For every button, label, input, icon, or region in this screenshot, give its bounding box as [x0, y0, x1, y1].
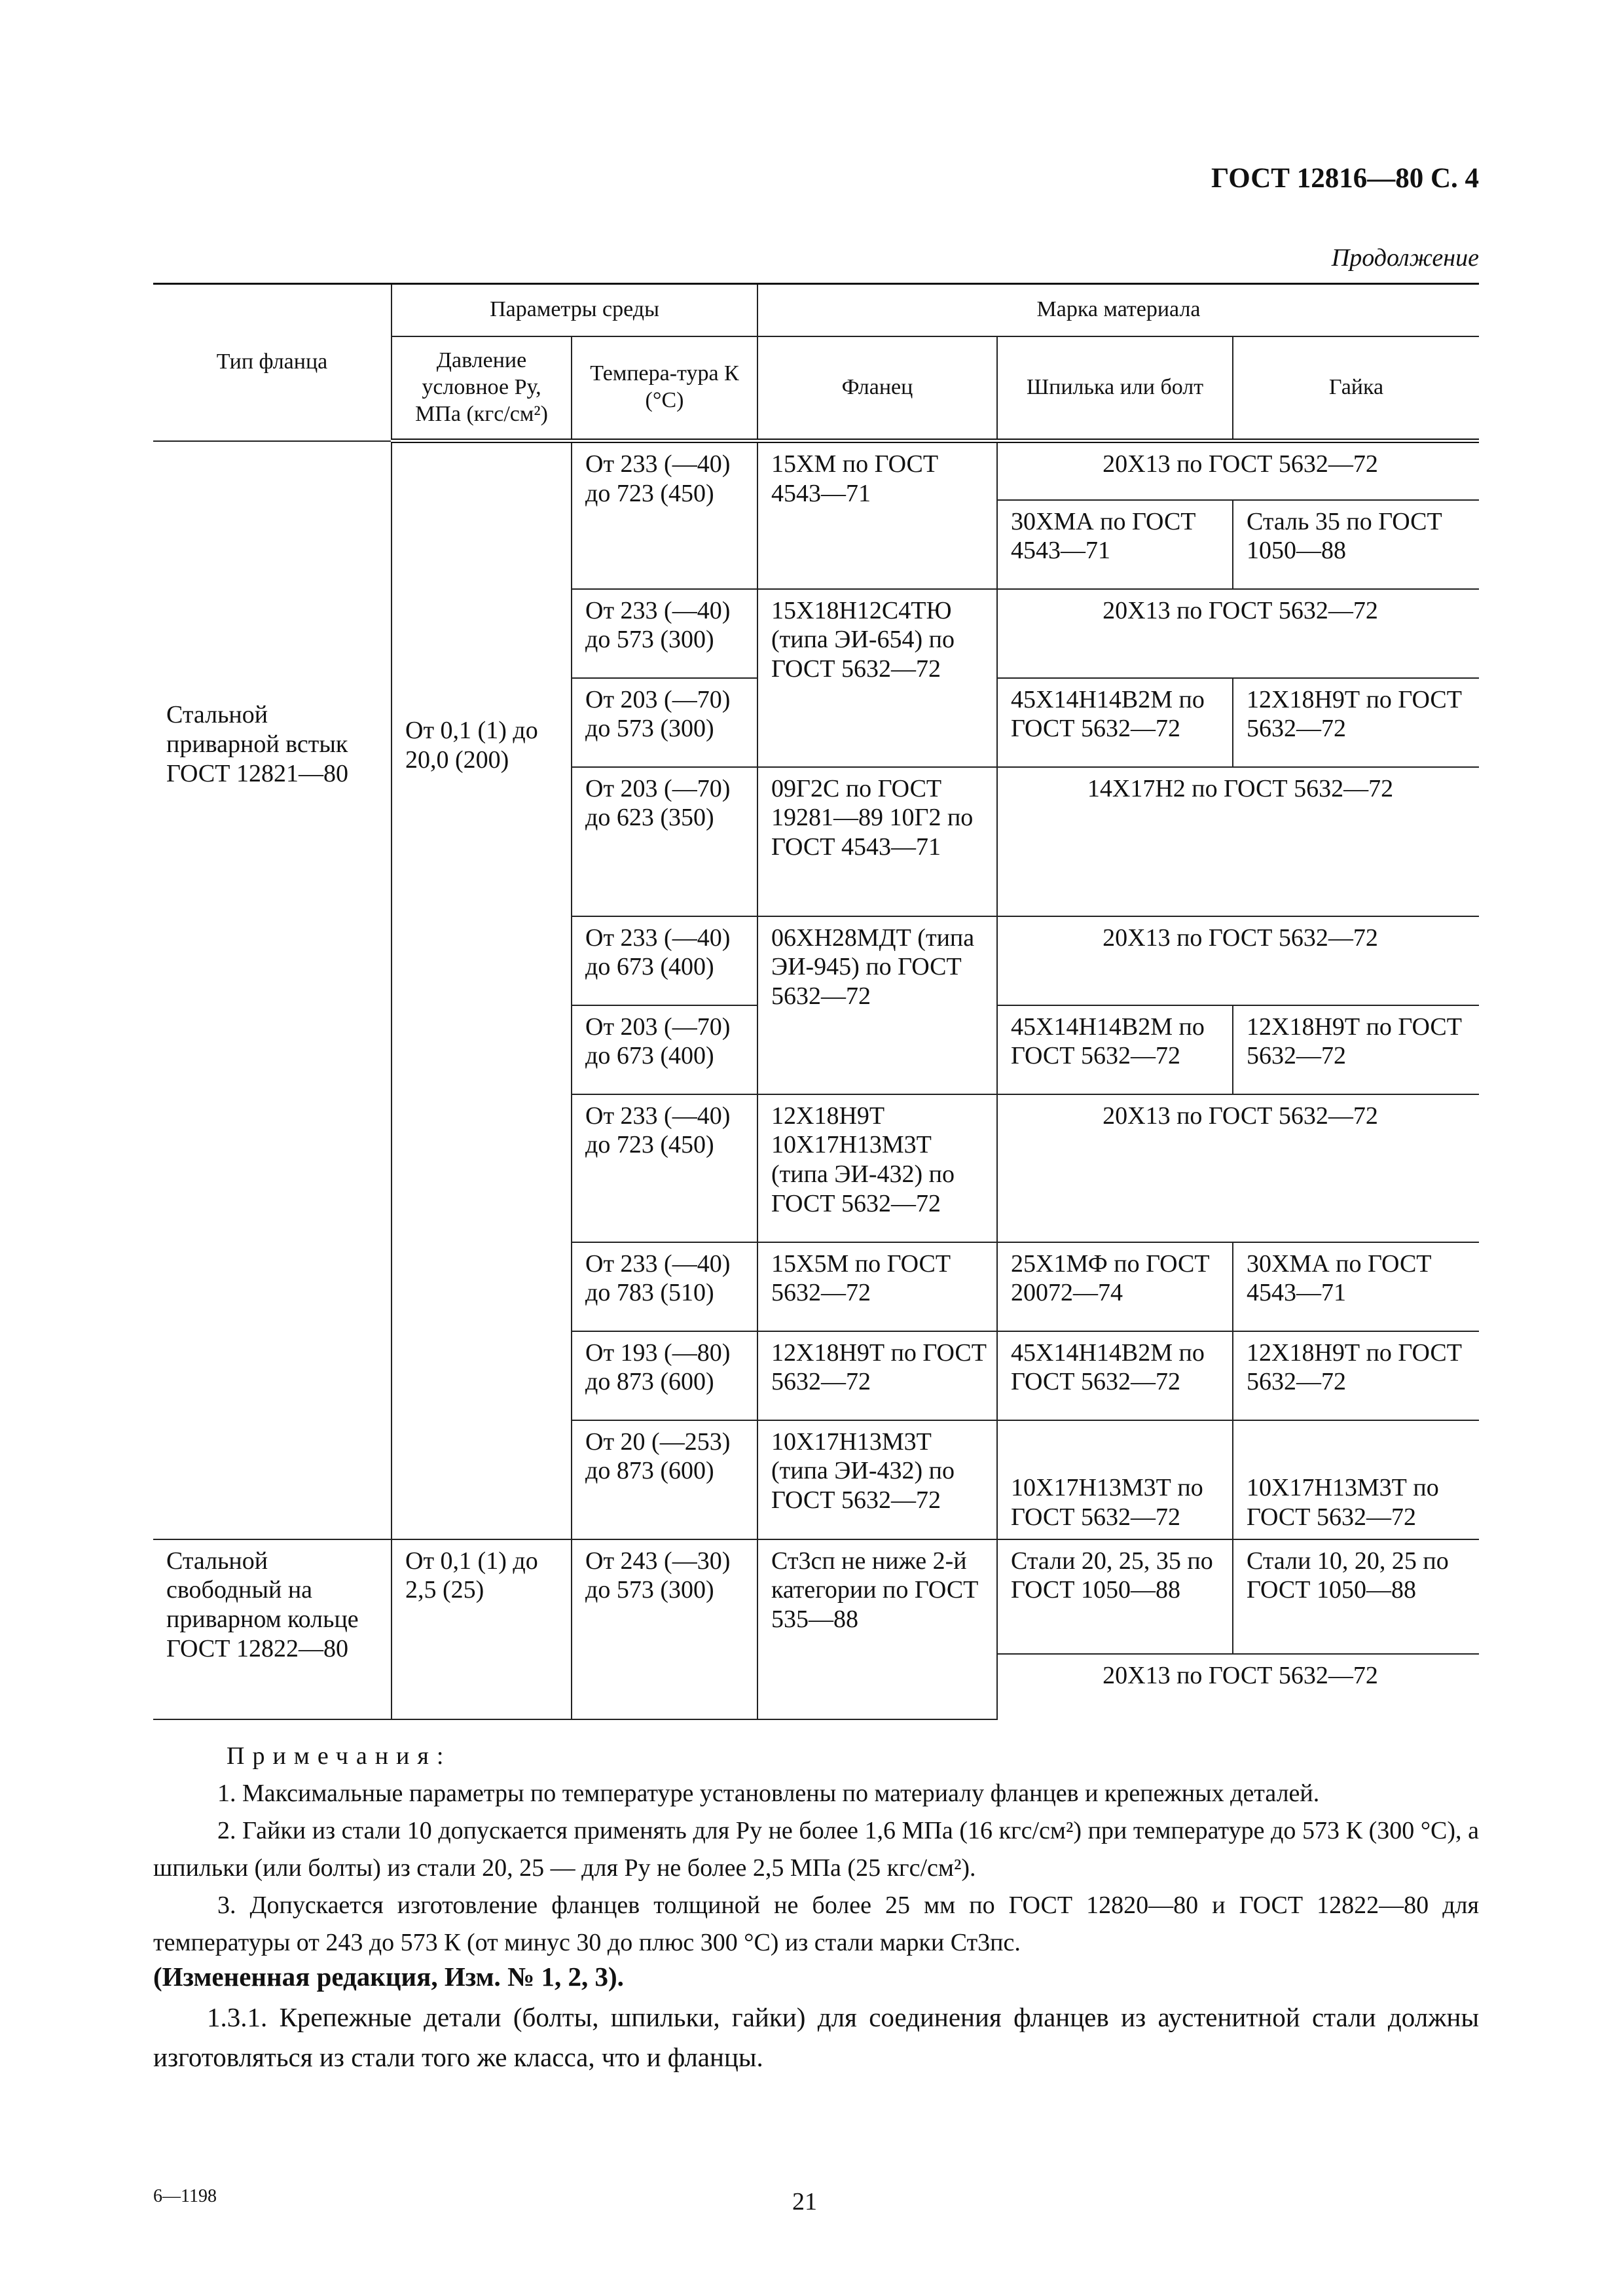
temp-cell: От 203 (—70) до 573 (300) [572, 678, 757, 767]
note-item: 2. Гайки из стали 10 допускается применять для Pу не более 1,6 МПа (16 кгс/см²) при температуре до 573 К (300 °С), а шпильки (или болты) из стали 20, 25 — для Pу не более 2,5 МПа (25 кгс/см²). [153, 1817, 1479, 1882]
materials-table [153, 283, 1479, 1720]
stud-material-cell: 25Х1МФ по ГОСТ 20072—74 [997, 1242, 1233, 1331]
notes-heading: Примечания: [227, 1742, 452, 1770]
temp-cell: От 233 (—40) до 723 (450) [572, 441, 757, 589]
stud-nut-material-cell: 14Х17Н2 по ГОСТ 5632—72 [997, 767, 1479, 916]
stud-material-cell: Стали 20, 25, 35 по ГОСТ 1050—88 [997, 1539, 1233, 1654]
nut-material-cell: 30ХМА по ГОСТ 4543—71 [1233, 1242, 1479, 1331]
nut-material-cell: Сталь 35 по ГОСТ 1050—88 [1233, 500, 1479, 589]
stud-material-cell: 45Х14Н14В2М по ГОСТ 5632—72 [997, 678, 1233, 767]
flange-material-cell: 15ХМ по ГОСТ 4543—71 [757, 441, 997, 589]
nut-material-cell: 12Х18Н9Т по ГОСТ 5632—72 [1233, 1005, 1479, 1094]
page-header-title: ГОСТ 12816—80 С. 4 [1211, 163, 1479, 194]
body-text [153, 1957, 1479, 2078]
temp-cell: От 233 (—40) до 723 (450) [572, 1094, 757, 1242]
stud-material-cell: 10Х17Н13М3Т по ГОСТ 5632—72 [997, 1420, 1233, 1539]
stud-nut-material-cell: 20Х13 по ГОСТ 5632—72 [997, 1654, 1479, 1719]
flange-material-cell: 15Х5М по ГОСТ 5632—72 [757, 1242, 997, 1331]
flange-material-cell: Ст3сп не ниже 2-й категории по ГОСТ 535—88 [757, 1539, 997, 1719]
header-flange-type: Тип фланца [153, 284, 392, 441]
temp-cell: От 193 (—80) до 873 (600) [572, 1331, 757, 1420]
clause-paragraph: 1.3.1. Крепежные детали (болты, шпильки, гайки) для соединения фланцев из аустенитной стали должны изготовляться из стали того же класса, что и фланцы. [153, 2001, 1479, 2072]
flange-material-cell: 10Х17Н13М3Т (типа ЭИ-432) по ГОСТ 5632—72 [757, 1420, 997, 1539]
temp-cell: От 233 (—40) до 673 (400) [572, 916, 757, 1005]
page-number: 21 [792, 2188, 817, 2215]
temp-cell: От 233 (—40) до 783 (510) [572, 1242, 757, 1331]
notes-section [153, 1738, 1479, 1962]
temp-cell: От 243 (—30) до 573 (300) [572, 1539, 757, 1719]
flange-type-group2: Стальной свободный на приварном кольце ГОСТ 12822—80 [153, 1539, 392, 1719]
stud-nut-material-cell: 20Х13 по ГОСТ 5632—72 [997, 916, 1479, 1005]
nut-material-cell: 12Х18Н9Т по ГОСТ 5632—72 [1233, 678, 1479, 767]
nut-material-cell: Стали 10, 20, 25 по ГОСТ 1050—88 [1233, 1539, 1479, 1654]
pressure-group1: От 0,1 (1) до 20,0 (200) [392, 441, 572, 1539]
edition-note: (Измененная редакция, Изм. № 1, 2, 3). [153, 1962, 624, 1992]
stud-nut-material-cell: 20Х13 по ГОСТ 5632—72 [997, 441, 1479, 500]
stud-material-cell: 30ХМА по ГОСТ 4543—71 [997, 500, 1233, 589]
header-nut: Гайка [1233, 336, 1479, 441]
pressure-group2: От 0,1 (1) до 2,5 (25) [392, 1539, 572, 1719]
temp-cell: От 20 (—253) до 873 (600) [572, 1420, 757, 1539]
temp-cell: От 233 (—40) до 573 (300) [572, 589, 757, 678]
header-medium-params: Параметры среды [392, 284, 757, 336]
print-code: 6—1198 [153, 2186, 217, 2206]
flange-type-group1: Стальной приварной встык ГОСТ 12821—80 [153, 441, 392, 1539]
stud-material-cell: 45Х14Н14В2М по ГОСТ 5632—72 [997, 1331, 1233, 1420]
header-temperature: Темпера-тура К (°С) [572, 336, 757, 441]
stud-nut-material-cell: 20Х13 по ГОСТ 5632—72 [997, 1094, 1479, 1242]
flange-material-cell: 15Х18Н12С4ТЮ (типа ЭИ-654) по ГОСТ 5632—72 [757, 589, 997, 767]
header-pressure: Давление условное Pу, МПа (кгс/см²) [392, 336, 572, 441]
header-flange: Фланец [757, 336, 997, 441]
flange-material-cell: 06ХН28МДТ (типа ЭИ-945) по ГОСТ 5632—72 [757, 916, 997, 1094]
temp-cell: От 203 (—70) до 673 (400) [572, 1005, 757, 1094]
stud-nut-material-cell: 20Х13 по ГОСТ 5632—72 [997, 589, 1479, 678]
flange-material-cell: 12Х18Н9Т 10Х17Н13М3Т (типа ЭИ-432) по ГОСТ 5632—72 [757, 1094, 997, 1242]
flange-material-cell: 09Г2С по ГОСТ 19281—89 10Г2 по ГОСТ 4543—71 [757, 767, 997, 916]
nut-material-cell: 10Х17Н13М3Т по ГОСТ 5632—72 [1233, 1420, 1479, 1539]
nut-material-cell: 12Х18Н9Т по ГОСТ 5632—72 [1233, 1331, 1479, 1420]
stud-material-cell: 45Х14Н14В2М по ГОСТ 5632—72 [997, 1005, 1233, 1094]
temp-cell: От 203 (—70) до 623 (350) [572, 767, 757, 916]
header-stud-bolt: Шпилька или болт [997, 336, 1233, 441]
continuation-label: Продолжение [1331, 244, 1479, 272]
note-item: 3. Допускается изготовление фланцев толщиной не более 25 мм по ГОСТ 12820—80 и ГОСТ 12822—80 для температуры от 243 до 573 К (от минус 30 до плюс 300 °С) из стали марки Ст3пс. [153, 1892, 1479, 1956]
note-item: 1. Максимальные параметры по температуре установлены по материалу фланцев и крепежных деталей. [217, 1780, 1320, 1807]
flange-material-cell: 12Х18Н9Т по ГОСТ 5632—72 [757, 1331, 997, 1420]
header-material-grade: Марка материала [757, 284, 1479, 336]
